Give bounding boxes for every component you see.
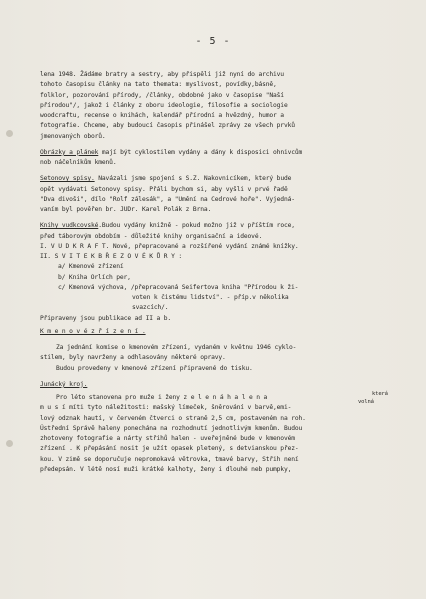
paragraph-seton bbox=[40, 174, 400, 215]
paragraph-books bbox=[40, 221, 400, 324]
text-line: vaním byl pověřen br. JUDr. Karel Polák z Brna. bbox=[40, 206, 212, 213]
text-line: Navázali jsme spojení s S.Z. Nakovnicíkem, který bude bbox=[94, 175, 292, 183]
text-line: před táborovým obdobím - důležité knihy organisační a ideové. bbox=[40, 232, 263, 240]
sub-item-c-cont: svazcích/. bbox=[132, 304, 169, 312]
text-line: zhotoveny fotografie a nárty střihů halen - uveřejněné bude v kmenovém bbox=[40, 435, 295, 442]
punch-hole bbox=[6, 130, 13, 137]
paragraph-images bbox=[40, 148, 400, 169]
text-line: Pro léto stanovena pro muže i ženy z e l e n á h a l e n a bbox=[56, 394, 268, 401]
list-item-i: I. V U D K R A F T. Nové, přepracované a rozšířené vydání známé knížky. bbox=[40, 242, 299, 250]
text-line: fotografie. Chceme, aby budoucí časopis přinášel zprávy ze všech prvků bbox=[40, 122, 295, 130]
text-line: stilem, byly navrženy a odhlasovány některé opravy. bbox=[40, 354, 226, 362]
text-line: tohoto časopisu články na tato themata: myslivost, povídky,básně, bbox=[40, 81, 277, 89]
paragraph-heading: Knihy vudkcovské bbox=[40, 222, 99, 230]
list-item-ii: II. S V I T E K B Ř E Z O V É K Ů R Y : bbox=[40, 253, 183, 260]
sub-item-c-cont: voten k čistému lidství". - příp.v několika bbox=[132, 294, 289, 301]
text-line: Za jednání komise o kmenovém zřízení, vydaném v květnu 1946 cyklo- bbox=[56, 344, 297, 351]
text-line: "Dva divoši", dílo "Rolf zálesák", a "Umění na Cedrové hoře". Vyjedná- bbox=[40, 195, 295, 203]
text-line: zřízení . K přepásání nosit je užít opasek pletený, s detvianskou přez- bbox=[40, 445, 299, 453]
text-line: Ústřední Správě haleny ponechána na rozhodnutí jednotlivým kmenům. Budou bbox=[40, 424, 303, 432]
sub-item-c: c/ Kmenová výchova, /přepracovaná Seifertova kniha "Přírodou k ži- bbox=[58, 283, 299, 291]
text-line: lena 1948. Žádáme bratry a sestry, aby přispěli již nyní do archivu bbox=[40, 71, 284, 78]
text-line: m u s í míti tyto náležitosti: mašský límeček, šněrování v barvě,emi- bbox=[40, 404, 292, 412]
text-line: Připraveny jsou publikace ad II a b. bbox=[40, 314, 172, 322]
text-line: kou. V zimě se doporučuje nepromokavá větrovka, tmavé barvy, Střih není bbox=[40, 455, 299, 463]
paragraph-archive bbox=[40, 70, 400, 142]
text-line: .Budou vydány knižně - pokud možno již v příštím roce, bbox=[98, 222, 295, 230]
punch-hole bbox=[6, 440, 13, 447]
paragraph-uniform bbox=[40, 393, 400, 475]
text-line: předepsán. V létě nosí muži krátké kalhoty, ženy i dlouhé neb pumpky, bbox=[40, 465, 292, 473]
section-title: K m e n o v é z ř í z e n í . bbox=[40, 327, 146, 335]
document-body bbox=[40, 70, 400, 475]
text-line: lový odznak hautí, v červeném čtverci o straně 2,5 cm, postaveném na roh. bbox=[40, 414, 306, 422]
section-heading-kroj: Junácký kroj. bbox=[40, 380, 88, 388]
paragraph-heading: Obrázky a plánek bbox=[40, 148, 99, 156]
text-line: nob náčelníkům kmenů. bbox=[40, 159, 117, 166]
text-line: Budou provedeny v kmenové zřízení připravené do tisku. bbox=[56, 364, 253, 372]
sub-item-a: a/ Kmenové zřízení bbox=[58, 263, 124, 271]
text-line: folklor, pozorování přírody, /články, obdobné jako v časopise "Naší bbox=[40, 91, 284, 99]
paragraph-tribal bbox=[40, 343, 400, 374]
margin-note: volná bbox=[358, 399, 374, 405]
text-line: woodcraftu, recense o knihách, kalendář přírodní a hvězdný, humor a bbox=[40, 112, 284, 119]
sub-item-b: b/ Kniha Orlích per, bbox=[58, 273, 131, 281]
page-number: - 5 - bbox=[195, 36, 231, 47]
paragraph-heading: Setonovy spisy. bbox=[40, 175, 95, 183]
margin-note: která bbox=[372, 391, 388, 397]
text-line: opět vydávati Setonovy spisy. Přáli bychom si, aby vyšli v prvé řadě bbox=[40, 185, 288, 193]
text-line: mají být cyklostilem vydány a dány k disposici ohnivcům bbox=[98, 148, 303, 156]
text-line: přírodou"/, jakož i články z oboru ideologie, filosofie a sociologie bbox=[40, 101, 288, 109]
text-line: jmenovaných oborů. bbox=[40, 132, 106, 140]
